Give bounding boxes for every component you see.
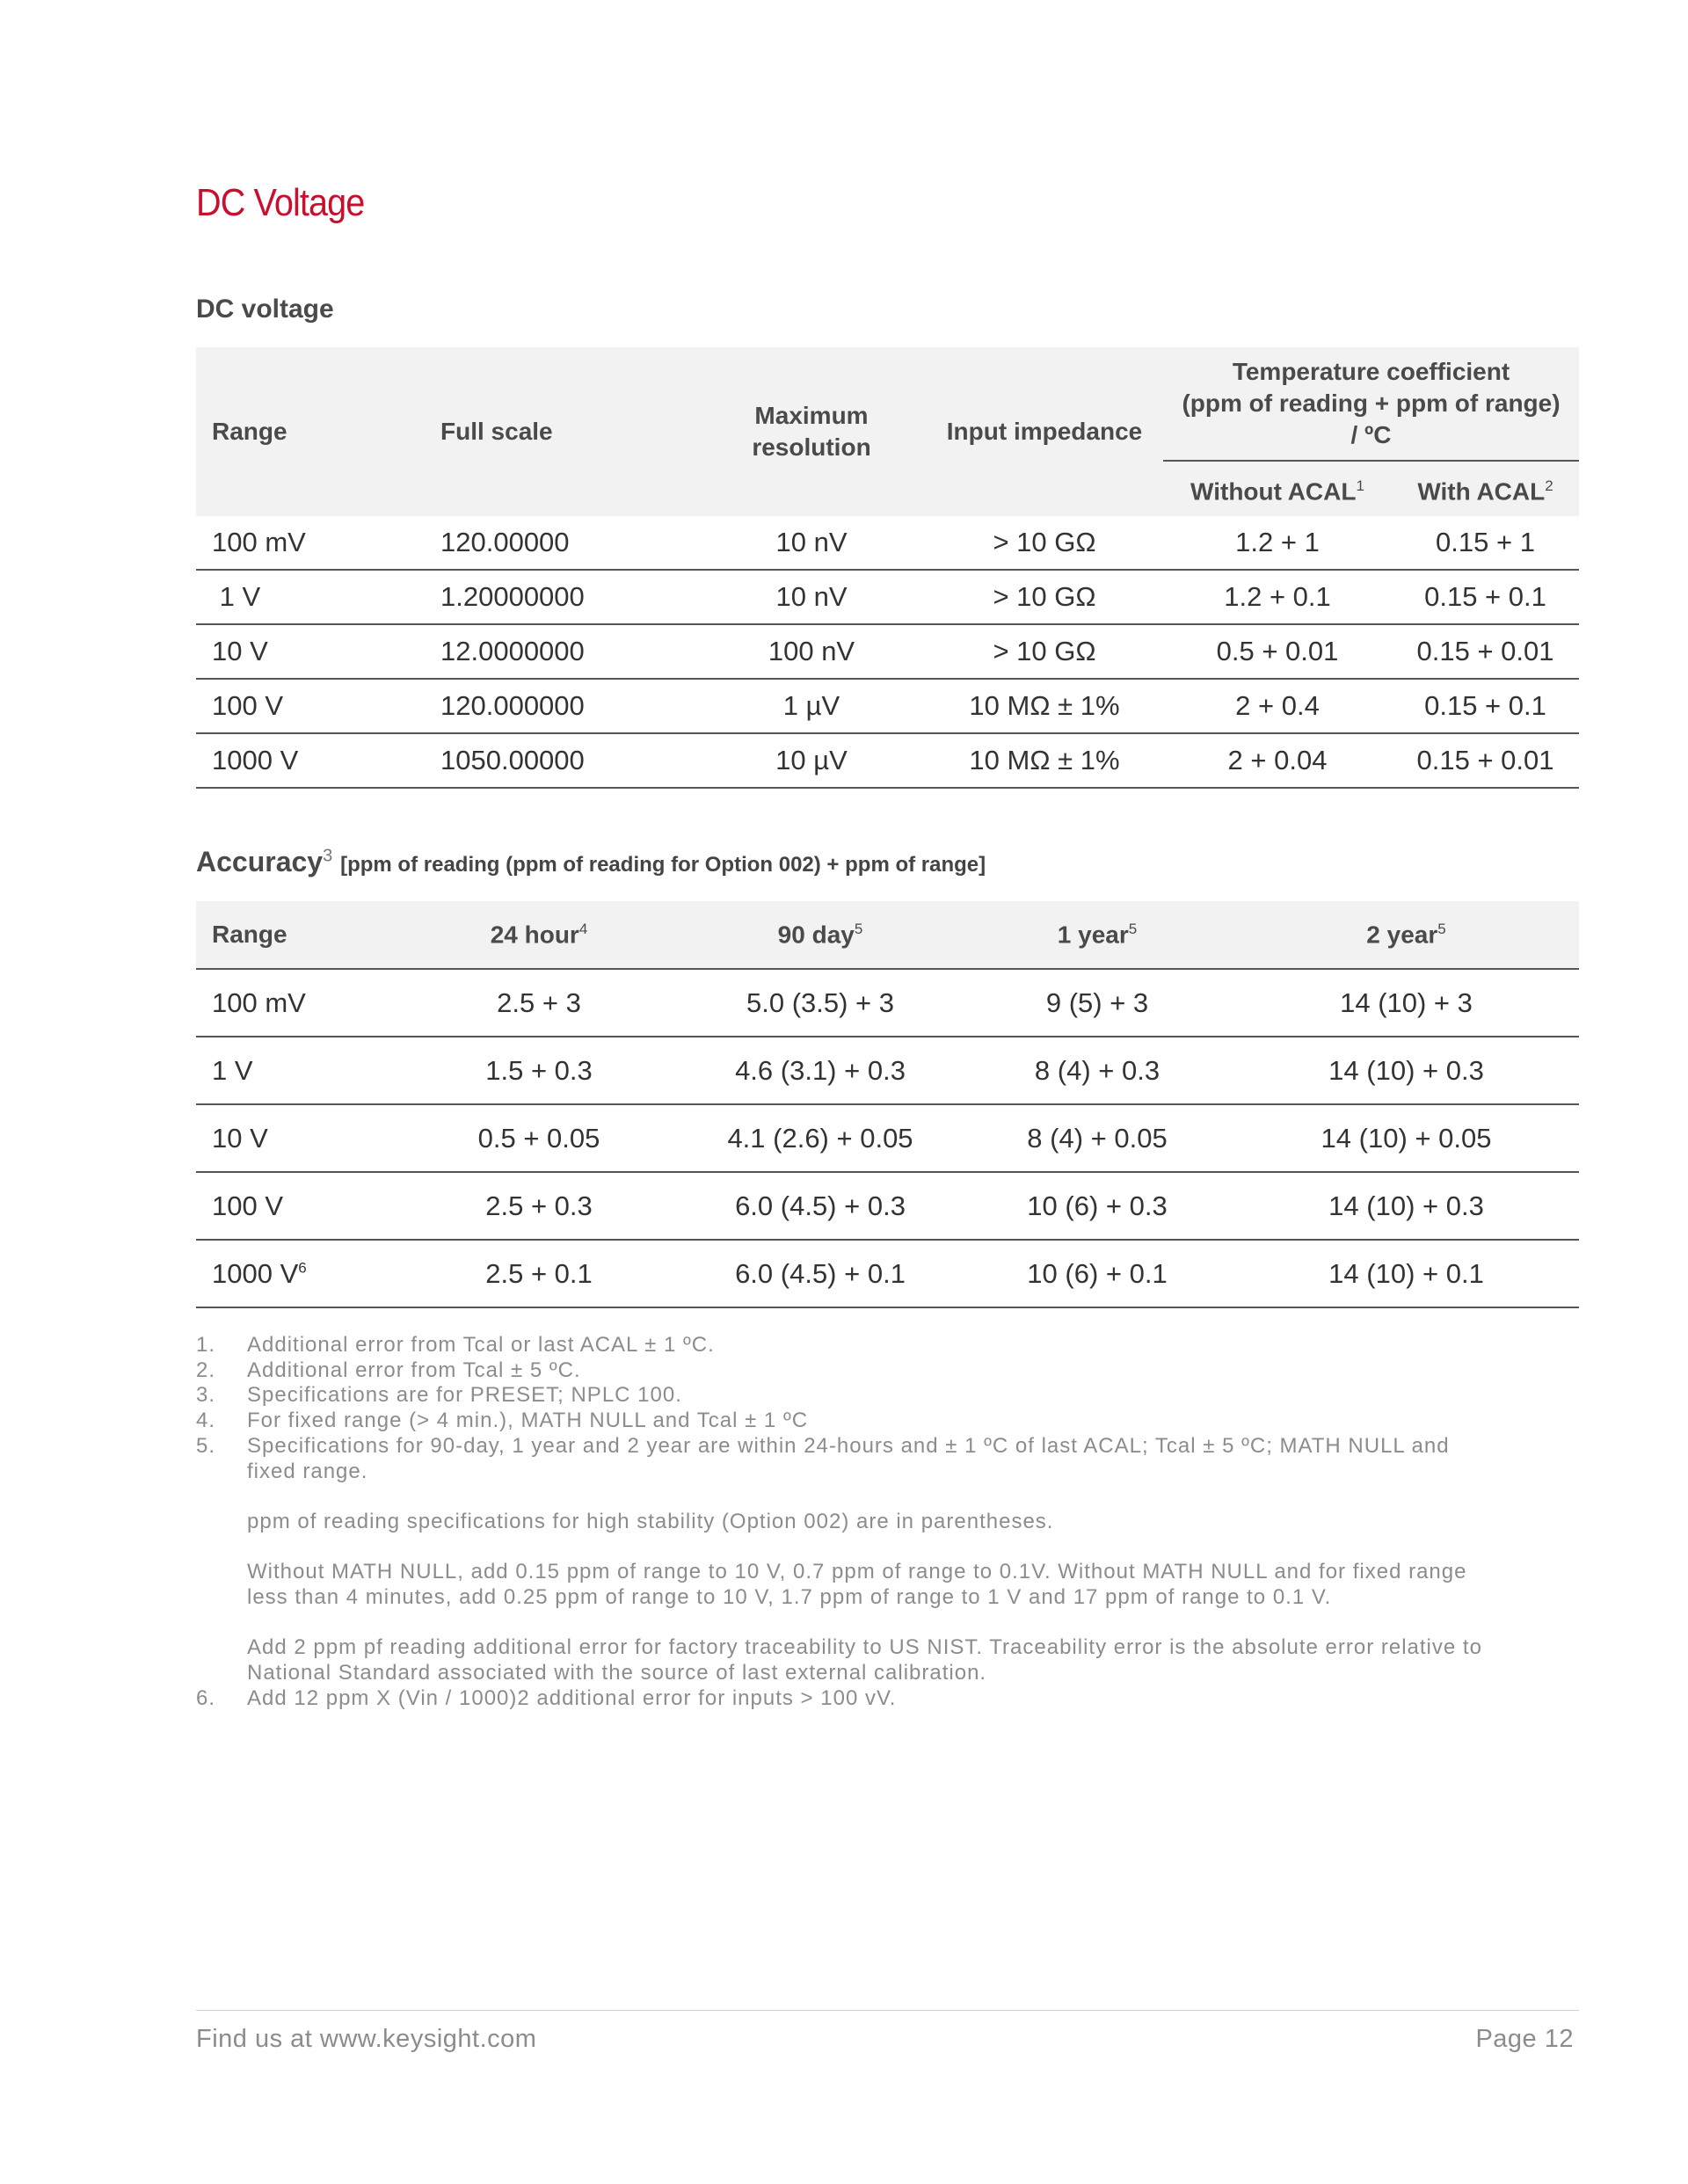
cell-range: 10 V	[196, 624, 425, 679]
dc-header-with-acal-label: With ACAL	[1417, 477, 1546, 506]
footnote-text: For fixed range (> 4 min.), MATH NULL and Tcal ± 1 ºC	[247, 1409, 809, 1433]
page-title: DC Voltage	[196, 181, 365, 224]
cell-range-label: 1000 V	[212, 1257, 299, 1289]
cell-24-hour: 2.5 + 3	[398, 969, 680, 1037]
cell-resolution: 10 nV	[697, 570, 926, 624]
dc-header-input-impedance: Input impedance	[926, 347, 1163, 516]
dc-header-full-scale: Full scale	[425, 347, 697, 516]
acc-header-90-day-label: 90 day	[777, 921, 855, 949]
dc-header-max-resolution-line1: Maximum	[754, 402, 869, 429]
cell-range	[196, 1240, 398, 1307]
footnote-4	[196, 1409, 1515, 1434]
acc-header-range: Range	[196, 901, 398, 969]
acc-header-2-year-label: 2 year	[1366, 921, 1438, 949]
cell-24-hour: 1.5 + 0.3	[398, 1037, 680, 1104]
table-row	[196, 1037, 1579, 1104]
cell-with-acal: 0.15 + 0.1	[1392, 570, 1579, 624]
footnote-ref-1: 1	[1356, 477, 1364, 494]
cell-impedance: > 10 GΩ	[926, 624, 1163, 679]
cell-without-acal: 1.2 + 0.1	[1163, 570, 1392, 624]
cell-2-year: 14 (10) + 0.05	[1233, 1104, 1579, 1172]
cell-2-year: 14 (10) + 0.3	[1233, 1037, 1579, 1104]
cell-range-label: 100 mV	[212, 986, 306, 1018]
cell-1-year: 8 (4) + 0.3	[961, 1037, 1233, 1104]
cell-full-scale: 120.000000	[425, 679, 697, 733]
footnote-text: Additional error from Tcal ± 5 ºC.	[247, 1358, 581, 1382]
accuracy-header-row	[196, 901, 1579, 969]
footnote-2	[196, 1358, 1515, 1384]
cell-24-hour: 2.5 + 0.3	[398, 1172, 680, 1240]
cell-without-acal: 1.2 + 1	[1163, 516, 1392, 570]
table-row	[196, 733, 1579, 788]
cell-90-day: 6.0 (4.5) + 0.1	[680, 1240, 961, 1307]
cell-90-day: 4.1 (2.6) + 0.05	[680, 1104, 961, 1172]
acc-header-24-hour	[398, 901, 680, 969]
footnote-ref-4: 4	[578, 920, 588, 937]
cell-range: 100 V	[196, 679, 425, 733]
footnote-text: Specifications are for PRESET; NPLC 100.	[247, 1383, 682, 1408]
cell-with-acal: 0.15 + 1	[1392, 516, 1579, 570]
cell-90-day: 4.6 (3.1) + 0.3	[680, 1037, 961, 1104]
cell-90-day: 5.0 (3.5) + 3	[680, 969, 961, 1037]
table-row	[196, 679, 1579, 733]
footnote-paragraph-option-002: ppm of reading specifications for high stability (Option 002) are in parentheses.	[247, 1509, 1054, 1533]
footnote-5	[196, 1434, 1515, 1484]
dc-header-max-resolution-line2: resolution	[752, 433, 871, 461]
accuracy-table	[196, 901, 1579, 1308]
cell-range: 100 mV	[196, 516, 425, 570]
cell-24-hour: 0.5 + 0.05	[398, 1104, 680, 1172]
footnote-paragraph-math-null: Without MATH NULL, add 0.15 ppm of range to 10 V, 0.7 ppm of range to 0.1V. Without MATH NULL and for fixed range less than 4 minutes, add 0.25 ppm of range to 10 V, 1.7 ppm of range to 1 V and 17 ppm of range to 0.1 V.	[247, 1560, 1467, 1609]
footnote-ref-2: 2	[1545, 477, 1553, 494]
footnote-ref-5: 5	[1437, 920, 1446, 937]
acc-header-90-day	[680, 901, 961, 969]
dc-header-max-resolution	[697, 347, 926, 516]
cell-full-scale: 12.0000000	[425, 624, 697, 679]
cell-impedance: > 10 GΩ	[926, 570, 1163, 624]
footnote-paragraph-traceability: Add 2 ppm pf reading additional error for factory traceability to US NIST. Traceability error is the absolute error relative to National Standard associated with the source of last external calibration.	[247, 1635, 1482, 1685]
footer-page-number: Page 12	[1475, 2025, 1574, 2053]
table-row	[196, 1104, 1579, 1172]
cell-1-year: 10 (6) + 0.1	[961, 1240, 1233, 1307]
footnote-ref-6: 6	[298, 1259, 307, 1277]
table-row	[196, 1240, 1579, 1307]
acc-header-2-year	[1233, 901, 1579, 969]
cell-2-year: 14 (10) + 3	[1233, 969, 1579, 1037]
cell-range: 1000 V	[196, 733, 425, 788]
cell-full-scale: 120.00000	[425, 516, 697, 570]
cell-resolution: 1 µV	[697, 679, 926, 733]
cell-range-label: 1 V	[212, 1054, 253, 1086]
cell-impedance: > 10 GΩ	[926, 516, 1163, 570]
cell-without-acal: 2 + 0.04	[1163, 733, 1392, 788]
dc-voltage-table	[196, 347, 1579, 789]
cell-resolution: 10 nV	[697, 516, 926, 570]
cell-range-label: 10 V	[212, 1122, 268, 1154]
cell-1-year: 10 (6) + 0.3	[961, 1172, 1233, 1240]
footnote-text: Additional error from Tcal or last ACAL ± 1 ºC.	[247, 1333, 715, 1357]
cell-with-acal: 0.15 + 0.01	[1392, 733, 1579, 788]
table-row	[196, 516, 1579, 570]
footnote-ref-3: 3	[323, 846, 333, 866]
dc-table-header-row	[196, 347, 1579, 461]
dc-header-range: Range	[196, 347, 425, 516]
table-row	[196, 624, 1579, 679]
footnote-1	[196, 1333, 1515, 1358]
footnote-text: Specifications for 90-day, 1 year and 2 year are within 24-hours and ± 1 ºC of last ACAL; Tcal ± 5 ºC; MATH NULL and fixed range.	[247, 1433, 1450, 1483]
acc-header-1-year	[961, 901, 1233, 969]
footnote-number: 3.	[196, 1383, 216, 1408]
cell-impedance: 10 MΩ ± 1%	[926, 733, 1163, 788]
cell-full-scale: 1050.00000	[425, 733, 697, 788]
table-row	[196, 1172, 1579, 1240]
footnote-number: 6.	[196, 1685, 216, 1710]
footer-website-text: Find us at www.keysight.com	[196, 2025, 537, 2053]
footnote-number: 1.	[196, 1333, 216, 1357]
table-row	[196, 969, 1579, 1037]
cell-1-year: 8 (4) + 0.05	[961, 1104, 1233, 1172]
footnotes	[196, 1333, 1515, 1712]
dc-header-temp-coefficient	[1163, 347, 1579, 461]
dc-header-without-acal-label: Without ACAL	[1190, 477, 1357, 506]
cell-with-acal: 0.15 + 0.1	[1392, 679, 1579, 733]
footnote-ref-5: 5	[854, 920, 863, 937]
footer-divider	[196, 2010, 1579, 2011]
cell-resolution: 10 µV	[697, 733, 926, 788]
cell-range	[196, 1037, 398, 1104]
cell-impedance: 10 MΩ ± 1%	[926, 679, 1163, 733]
cell-range	[196, 1104, 398, 1172]
accuracy-heading-label: Accuracy	[196, 846, 324, 877]
cell-range	[196, 969, 398, 1037]
cell-1-year: 9 (5) + 3	[961, 969, 1233, 1037]
cell-90-day: 6.0 (4.5) + 0.3	[680, 1172, 961, 1240]
section-title-dc-voltage: DC voltage	[196, 295, 334, 324]
cell-with-acal: 0.15 + 0.01	[1392, 624, 1579, 679]
footnote-number: 4.	[196, 1409, 216, 1433]
footnote-text: Add 12 ppm X (Vin / 1000)2 additional error for inputs > 100 vV.	[247, 1685, 897, 1710]
cell-resolution: 100 nV	[697, 624, 926, 679]
cell-2-year: 14 (10) + 0.1	[1233, 1240, 1579, 1307]
cell-full-scale: 1.20000000	[425, 570, 697, 624]
cell-without-acal: 0.5 + 0.01	[1163, 624, 1392, 679]
dc-header-temp-coefficient-line1: Temperature coefficient	[1232, 358, 1510, 385]
footnote-3	[196, 1383, 1515, 1409]
accuracy-heading	[196, 846, 986, 878]
acc-header-1-year-label: 1 year	[1057, 921, 1129, 949]
dc-header-with-acal	[1392, 461, 1579, 516]
footnote-6	[196, 1686, 1515, 1712]
cell-range	[196, 1172, 398, 1240]
cell-without-acal: 2 + 0.4	[1163, 679, 1392, 733]
cell-range-label: 100 V	[212, 1190, 284, 1221]
acc-header-24-hour-label: 24 hour	[490, 921, 579, 949]
cell-range: 1 V	[196, 570, 425, 624]
footnote-ref-5: 5	[1128, 920, 1138, 937]
cell-24-hour: 2.5 + 0.1	[398, 1240, 680, 1307]
footnote-number: 5.	[196, 1433, 216, 1458]
dc-header-temp-coefficient-line2: (ppm of reading + ppm of range) / ºC	[1182, 389, 1561, 448]
cell-2-year: 14 (10) + 0.3	[1233, 1172, 1579, 1240]
footnote-number: 2.	[196, 1358, 216, 1382]
accuracy-subheading: [ppm of reading (ppm of reading for Option 002) + ppm of range]	[340, 853, 986, 877]
table-row	[196, 570, 1579, 624]
dc-header-without-acal	[1163, 461, 1392, 516]
